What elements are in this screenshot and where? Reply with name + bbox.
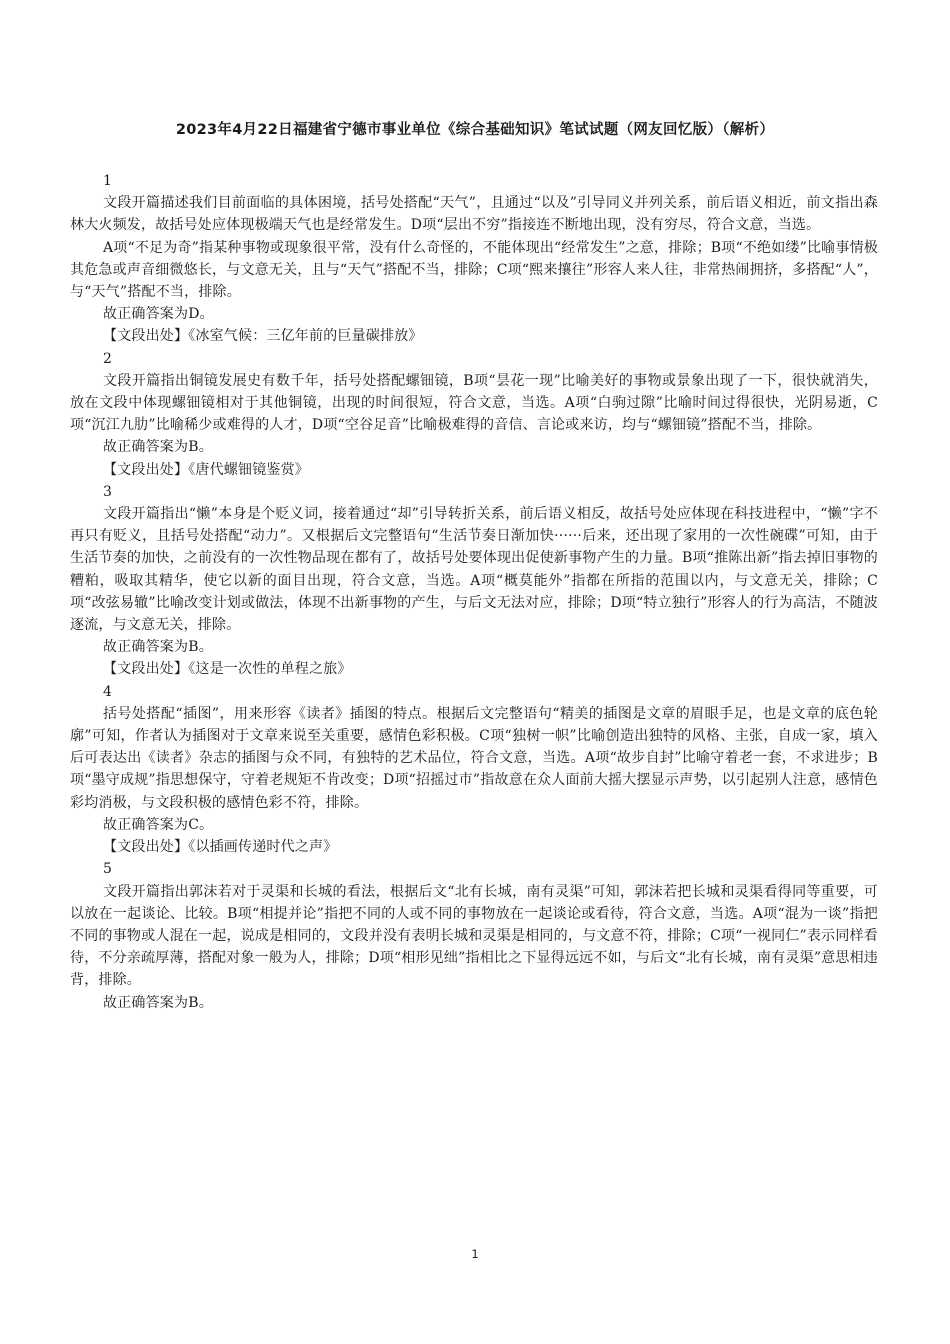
question-number: 5 bbox=[103, 861, 113, 878]
answer-line: 故正确答案为B。 bbox=[103, 994, 213, 1011]
answer-line: 故正确答案为B。 bbox=[103, 639, 213, 656]
analysis-paragraph: 括号处搭配“插图”，用来形容《读者》插图的特点。根据后文完整语句“精美的插图是文章的眉眼手足，也是文章的底色轮廓”可知，作者认为插图对于文章来说至关重要，感情色彩积极。C项“独树一帜”比喻创造出独特的风格、主张，自成一家，填入后可表达出《读者》杂志的插图与众不同，有独特的艺术品位，符合文意，当选。A项“故步自封”比喻守着老一套，不求进步；B项“墨守成规”指思想保守，守着老规矩不肯改变；D项“招摇过市”指故意在众人面前大摇大摆显示声势，以引起别人注意，感情色彩均消极，与文段积极的感情色彩不符，排除。 bbox=[70, 705, 878, 811]
page-number: 1 bbox=[471, 1247, 479, 1261]
source-line: 【文段出处】《唐代螺钿镜鉴赏》 bbox=[103, 461, 309, 478]
analysis-paragraph: A项“不足为奇”指某种事物或现象很平常，没有什么奇怪的，不能体现出“经常发生”之意，排除；B项“不绝如缕”比喻事情极其危急或声音细微悠长，与文意无关，且与“天气”搭配不当，排除；C项“熙来攘往”形容人来人往，非常热闹拥挤，多搭配“人”，与“天气”搭配不当，排除。 bbox=[70, 239, 878, 301]
question-number: 1 bbox=[103, 173, 113, 189]
answer-line: 故正确答案为D。 bbox=[103, 306, 214, 323]
analysis-paragraph: 文段开篇指出郭沫若对于灵渠和长城的看法，根据后文“北有长城，南有灵渠”可知，郭沫若把长城和灵渠看得同等重要，可以放在一起谈论、比较。B项“相提并论”指把不同的人或不同的事物放在一起谈论或看待，符合文意，当选。A项“混为一谈”指把不同的事物或人混在一起，说成是相同的，文段并没有表明长城和灵渠是相同的，与文意不符，排除；C项“一视同仁”表示同样看待，不分亲疏厚薄，搭配对象一般为人，排除；D项“相形见绌”指相比之下显得远远不如，与后文“北有长城，南有灵渠”意思相违背，排除。 bbox=[70, 883, 878, 989]
document-body bbox=[70, 170, 878, 1014]
document-title: 2023年4月22日福建省宁德市事业单位《综合基础知识》笔试试题（网友回忆版）（解析） bbox=[175, 122, 775, 138]
answer-line: 故正确答案为C。 bbox=[103, 816, 214, 833]
answer-line: 故正确答案为B。 bbox=[103, 439, 213, 456]
analysis-paragraph: 文段开篇指出“懒”本身是个贬义词，接着通过“却”引导转折关系，前后语义相反，故括号处应体现在科技进程中，“懒”字不再只有贬义，且括号处搭配“动力”。又根据后文完整语句“生活节奏日渐加快······后来，还出现了家用的一次性碗碟”可知，由于生活节奏的加快，之前没有的一次性物品现在都有了，故括号处要体现出促使新事物产生的力量。B项“推陈出新”指去掉旧事物的糟粕，吸取其精华，使它以新的面目出现，符合文意，当选。A项“概莫能外”指都在所指的范围以内，与文意无关，排除；C项“改弦易辙”比喻改变计划或做法，体现不出新事物的产生，与后文无法对应，排除；D项“特立独行”形容人的行为高洁，不随波逐流，与文意无关，排除。 bbox=[70, 506, 878, 634]
question-number: 4 bbox=[103, 683, 113, 700]
source-line: 【文段出处】《以插画传递时代之声》 bbox=[103, 839, 338, 856]
analysis-paragraph: 文段开篇指出铜镜发展史有数千年，括号处搭配螺钿镜，B项“昙花一现”比喻美好的事物或景象出现了一下，很快就消失，放在文段中体现螺钿镜相对于其他铜镜，出现的时间很短，符合文意，当选。A项“白驹过隙”比喻时间过得很快，光阴易逝，C项“沉江九肋”比喻稀少或难得的人才，D项“空谷足音”比喻极难得的音信、言论或来访，均与“螺钿镜”搭配不当，排除。 bbox=[70, 372, 878, 434]
source-line: 【文段出处】《冰室气候：三亿年前的巨量碳排放》 bbox=[103, 328, 423, 345]
question-number: 2 bbox=[103, 350, 113, 367]
question-number: 3 bbox=[103, 483, 113, 500]
source-line: 【文段出处】《这是一次性的单程之旅》 bbox=[103, 661, 352, 678]
analysis-paragraph: 文段开篇描述我们目前面临的具体困境，括号处搭配“天气”，且通过“以及”引导同义并列关系，前后语义相近，前文指出森林大火频发，故括号处应体现极端天气也是经常发生。D项“层出不穷”指接连不断地出现，没有穷尽，符合文意，当选。 bbox=[70, 195, 878, 234]
